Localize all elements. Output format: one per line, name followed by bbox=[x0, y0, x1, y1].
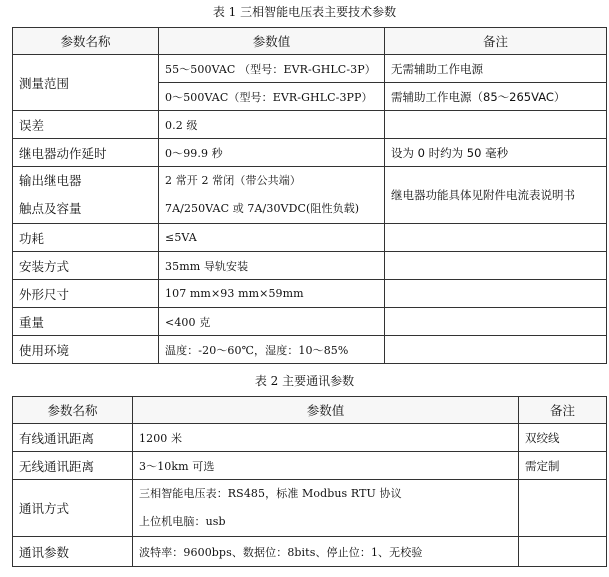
table-row bbox=[13, 336, 607, 364]
row-name-weight: 重量 bbox=[13, 308, 159, 336]
table2-header-row bbox=[13, 397, 607, 424]
row-note-mode bbox=[519, 480, 607, 537]
row-name-relay-out-line1: 输出继电器 bbox=[19, 173, 82, 188]
table-row bbox=[13, 139, 607, 167]
row-note-weight bbox=[385, 308, 607, 336]
table2-caption: 表 2 主要通讯参数 bbox=[254, 374, 355, 388]
row-name-relay-out-line2: 触点及容量 bbox=[19, 201, 82, 216]
row-value-relay-out-line2: 7A/250VAC 或 7A/30VDC(阻性负载) bbox=[165, 202, 360, 215]
row-value-params: 波特率：9600bps、数据位：8bits、停止位：1、无校验 bbox=[133, 537, 519, 567]
table2-header-name: 参数名称 bbox=[13, 397, 133, 424]
row-name-error: 误差 bbox=[13, 111, 159, 139]
row-note-env bbox=[385, 336, 607, 364]
table1-header-note: 备注 bbox=[385, 28, 607, 55]
row-name-install: 安装方式 bbox=[13, 252, 159, 280]
table-row bbox=[13, 424, 607, 452]
table1-caption: 表 1 三相智能电压表主要技术参数 bbox=[212, 5, 397, 19]
row-note-relay-out: 继电器功能具体见附件电流表说明书 bbox=[385, 167, 607, 224]
row-name-mode: 通讯方式 bbox=[13, 480, 133, 537]
row-name-params: 通讯参数 bbox=[13, 537, 133, 567]
row-note-measure-2: 需辅助工作电源（85～265VAC） bbox=[385, 83, 607, 111]
row-value-measure-2: 0～500VAC（型号：EVR-GHLC-3PP） bbox=[159, 83, 385, 111]
row-name-power: 功耗 bbox=[13, 224, 159, 252]
row-value-error: 0.2 级 bbox=[159, 111, 385, 139]
row-note-measure-1: 无需辅助工作电源 bbox=[385, 55, 607, 83]
table-row bbox=[13, 480, 607, 537]
table-row bbox=[13, 55, 607, 83]
table-row bbox=[13, 111, 607, 139]
table2-header-value: 参数值 bbox=[133, 397, 519, 424]
row-note-install bbox=[385, 252, 607, 280]
row-value-wireless: 3～10km 可选 bbox=[133, 452, 519, 480]
table-row bbox=[13, 252, 607, 280]
row-value-relay-out bbox=[159, 167, 385, 224]
row-value-env: 温度：-20～60℃，湿度：10～85% bbox=[159, 336, 385, 364]
row-name-size: 外形尺寸 bbox=[13, 280, 159, 308]
row-name-relay-delay: 继电器动作延时 bbox=[13, 139, 159, 167]
row-name-measure: 测量范围 bbox=[13, 55, 159, 111]
row-value-relay-delay: 0～99.9 秒 bbox=[159, 139, 385, 167]
row-note-size bbox=[385, 280, 607, 308]
table-row bbox=[13, 224, 607, 252]
row-note-params bbox=[519, 537, 607, 567]
row-value-measure-1: 55～500VAC （型号：EVR-GHLC-3P） bbox=[159, 55, 385, 83]
row-value-mode-line2: 上位机电脑：usb bbox=[139, 515, 226, 528]
table-row bbox=[13, 167, 607, 224]
row-name-relay-out bbox=[13, 167, 159, 224]
row-note-relay-delay: 设为 0 时约为 50 毫秒 bbox=[385, 139, 607, 167]
table-row bbox=[13, 280, 607, 308]
row-note-wireless: 需定制 bbox=[519, 452, 607, 480]
table1-header-row bbox=[13, 28, 607, 55]
row-name-env: 使用环境 bbox=[13, 336, 159, 364]
row-name-wired: 有线通讯距离 bbox=[13, 424, 133, 452]
row-value-weight: <400 克 bbox=[159, 308, 385, 336]
row-value-install: 35mm 导轨安装 bbox=[159, 252, 385, 280]
table1-header-name: 参数名称 bbox=[13, 28, 159, 55]
row-value-relay-out-line1: 2 常开 2 常闭（带公共端） bbox=[165, 174, 301, 187]
table-row bbox=[13, 308, 607, 336]
row-value-power: ≤5VA bbox=[159, 224, 385, 252]
row-value-mode-line1: 三相智能电压表：RS485，标准 Modbus RTU 协议 bbox=[139, 487, 402, 500]
table1 bbox=[12, 27, 607, 364]
row-value-mode bbox=[133, 480, 519, 537]
table1-header-value: 参数值 bbox=[159, 28, 385, 55]
row-name-wireless: 无线通讯距离 bbox=[13, 452, 133, 480]
table2 bbox=[12, 396, 607, 567]
table-row bbox=[13, 537, 607, 567]
row-value-wired: 1200 米 bbox=[133, 424, 519, 452]
row-value-size: 107 mm×93 mm×59mm bbox=[159, 280, 385, 308]
row-note-wired: 双绞线 bbox=[519, 424, 607, 452]
row-note-power bbox=[385, 224, 607, 252]
table2-header-note: 备注 bbox=[519, 397, 607, 424]
row-note-error bbox=[385, 111, 607, 139]
table-row bbox=[13, 452, 607, 480]
